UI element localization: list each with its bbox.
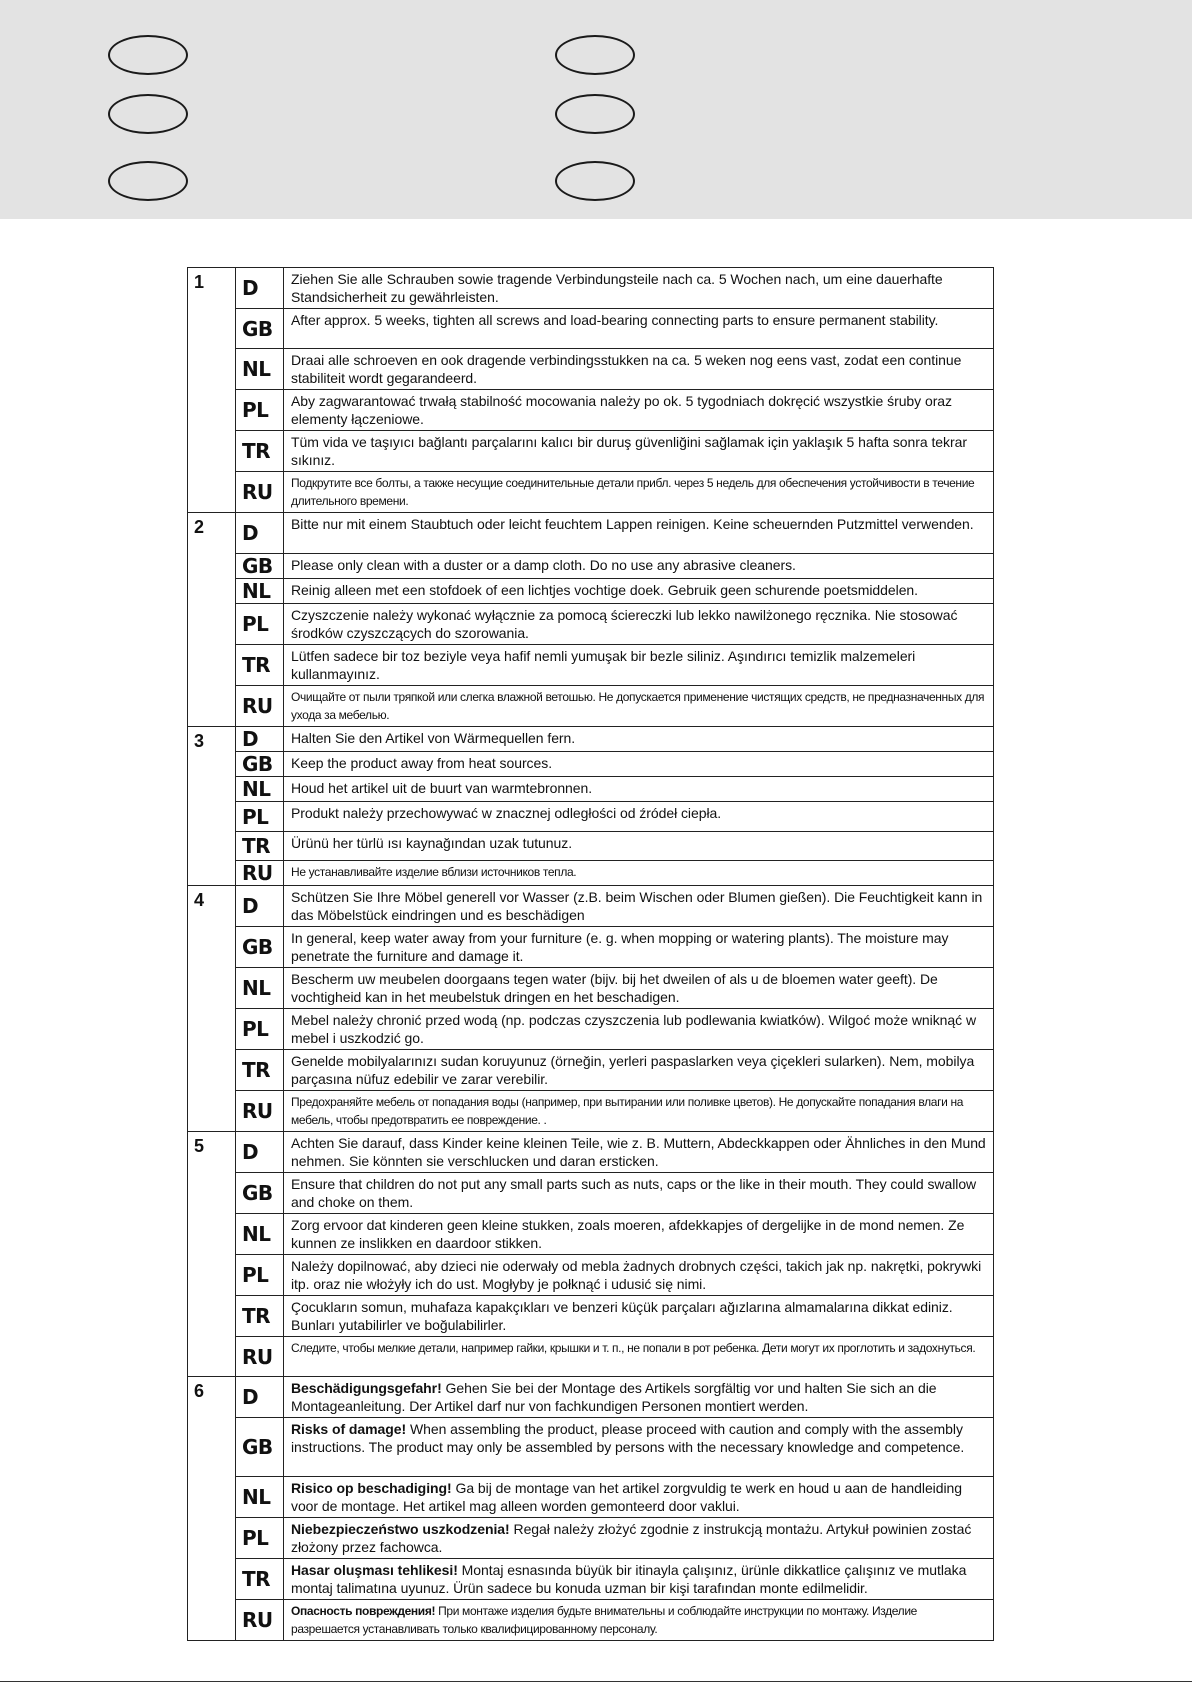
instruction-row: [188, 1477, 994, 1518]
instruction-body: Ga bij de montage van het artikel zorgvuldig te werk en houd u aan de handleiding voor de montage. Het artikel mag alleen worden gemonteerd door vaklui.: [291, 1480, 963, 1514]
instruction-text: [284, 802, 994, 832]
instruction-body: Çocukların somun, muhafaza kapakçıkları ve benzeri küçük parçaları ağızlarına almamalarına dikkat ediniz. Bunları yutabilirler ve boğulabilirler.: [291, 1299, 953, 1333]
instruction-row: [188, 431, 994, 472]
instruction-body: Bescherm uw meubelen doorgaans tegen water (bijv. bij het dweilen of als u de bloemen water geeft). De vochtigheid kan in het meubelstuk dringen en het beschadigen.: [291, 971, 938, 1005]
language-code: TR: [236, 832, 284, 861]
instruction-row: [188, 832, 994, 861]
instruction-row: [188, 1255, 994, 1296]
instruction-body: Следите, чтобы мелкие детали, например гайки, крышки и т. п., не попали в рот ребенка. Дети могут их проглотить и задохнуться.: [291, 1341, 976, 1355]
instruction-body: Produkt należy przechowywać w znacznej odległości od źródeł ciepła.: [291, 805, 722, 821]
instruction-row: [188, 1377, 994, 1418]
language-code: RU: [236, 1091, 284, 1132]
language-code: RU: [236, 861, 284, 886]
instruction-row: [188, 1600, 994, 1641]
instruction-row: [188, 802, 994, 832]
instruction-body: Montaj esnasında büyük bir itinayla çalışınız, ürünle dikkatlice çalışınız ve mutlaka montaj talimatına uyunuz. Ürün sadece bu konuda uzman bir kişi tarafından monte edilmelidir.: [291, 1562, 967, 1596]
instruction-text: [284, 968, 994, 1009]
instruction-row: [188, 554, 994, 579]
language-code: TR: [236, 1296, 284, 1337]
instruction-body: Please only clean with a duster or a damp cloth. Do no use any abrasive cleaners.: [291, 557, 796, 573]
instruction-body: Очищайте от пыли тряпкой или слегка влажной ветошью. Не допускается применение чистящих средств, не предназначенных для ухода за мебелью.: [291, 690, 985, 722]
instruction-body: Предохраняйте мебель от попадания воды (например, при вытирании или поливке цветов). Не допускайте попадания влаги на мебель, чтобы предотвратить ее повреждение. .: [291, 1095, 964, 1127]
instruction-text: [284, 1009, 994, 1050]
language-code: D: [236, 886, 284, 927]
instruction-row: [188, 1091, 994, 1132]
language-code: PL: [236, 1009, 284, 1050]
instruction-text: [284, 1377, 994, 1418]
instruction-text: [284, 886, 994, 927]
instruction-body: Mebel należy chronić przed wodą (np. podczas czyszczenia lub podlewania kwiatków). Wilgoć może wniknąć w mebel i uszkodzić go.: [291, 1012, 977, 1046]
language-code: GB: [236, 927, 284, 968]
section-number: 4: [188, 886, 236, 1132]
instruction-text: [284, 1132, 994, 1173]
instruction-row: [188, 1214, 994, 1255]
instruction-body: Należy dopilnować, aby dzieci nie oderwały od mebla żadnych drobnych części, takich jak np. nakrętki, pokrywki itp. oraz nie włożyły ich do ust. Mogłyby je połknąć i udusić się nimi.: [291, 1258, 982, 1292]
language-code: RU: [236, 472, 284, 513]
warning-label: Risks of damage!: [291, 1421, 407, 1437]
language-code: PL: [236, 802, 284, 832]
language-code: D: [236, 1132, 284, 1173]
instruction-row: [188, 390, 994, 431]
warning-label: Beschädigungsgefahr!: [291, 1380, 442, 1396]
instruction-text: [284, 431, 994, 472]
instruction-text: [284, 1296, 994, 1337]
language-code: NL: [236, 968, 284, 1009]
instruction-row: [188, 1418, 994, 1477]
instruction-body: Regał należy złożyć zgodnie z instrukcją montażu. Artykuł powinien zostać złożony przez fachowca.: [291, 1521, 972, 1555]
instruction-row: [188, 579, 994, 604]
instruction-text: [284, 1173, 994, 1214]
instruction-row: [188, 309, 994, 349]
instruction-row: [188, 777, 994, 802]
language-code: GB: [236, 752, 284, 777]
instruction-body: Czyszczenie należy wykonać wyłącznie za pomocą ściereczki lub lekko nawilżonego ręcznika. Nie stosować środków czyszczących do szorowania.: [291, 607, 958, 641]
instruction-text: [284, 1518, 994, 1559]
instruction-text: [284, 832, 994, 861]
warning-label: Risico op beschadiging!: [291, 1480, 452, 1496]
instruction-body: Ziehen Sie alle Schrauben sowie tragende Verbindungsteile nach ca. 5 Wochen nach, um eine dauerhafte Standsicherheit zu gewährleisten.: [291, 271, 943, 305]
instruction-row: [188, 1050, 994, 1091]
instruction-text: [284, 1477, 994, 1518]
instruction-text: [284, 390, 994, 431]
instruction-text: [284, 268, 994, 309]
language-oval: [555, 35, 635, 75]
instruction-body: Ürünü her türlü ısı kaynağından uzak tutunuz.: [291, 835, 573, 851]
instruction-body: Schützen Sie Ihre Möbel generell vor Wasser (z.B. beim Wischen oder Blumen gießen). Die Feuchtigkeit kann in das Möbelstück eindringen und es beschädigen: [291, 889, 983, 923]
instruction-text: [284, 1559, 994, 1600]
instruction-body: Reinig alleen met een stofdoek of een lichtjes vochtige doek. Gebruik geen schurende poetsmiddelen.: [291, 582, 919, 598]
warning-label: Опасность повреждения!: [291, 1604, 436, 1618]
language-code: TR: [236, 645, 284, 686]
language-oval: [108, 35, 188, 75]
language-code: NL: [236, 777, 284, 802]
language-code: D: [236, 1377, 284, 1418]
instruction-text: [284, 927, 994, 968]
instruction-row: [188, 1173, 994, 1214]
instruction-row: [188, 604, 994, 645]
instruction-body: Aby zagwarantować trwałą stabilność mocowania należy po ok. 5 tygodniach dokręcić wszystkie śruby oraz elementy łączeniowe.: [291, 393, 952, 427]
section-number: 3: [188, 727, 236, 886]
instruction-body: Zorg ervoor dat kinderen geen kleine stukken, zoals moeren, afdekkapjes of dergelijke in de mond nemen. Ze kunnen ze inslikken en daardoor stikken.: [291, 1217, 965, 1251]
language-code: PL: [236, 1255, 284, 1296]
instruction-text: [284, 1050, 994, 1091]
language-code: GB: [236, 554, 284, 579]
instruction-body: Genelde mobilyalarınızı sudan koruyunuz (örneğin, yerleri paspaslarken veya çiçekleri sularken). Nem, mobilya parçasına nüfuz edebilir ve zarar verebilir.: [291, 1053, 975, 1087]
instruction-text: [284, 686, 994, 727]
footer-rule: [0, 1681, 1192, 1682]
instruction-row: [188, 727, 994, 752]
instruction-text: [284, 645, 994, 686]
instruction-row: [188, 645, 994, 686]
language-code: GB: [236, 309, 284, 349]
instruction-row: [188, 472, 994, 513]
instruction-text: [284, 1337, 994, 1377]
instruction-body: Achten Sie darauf, dass Kinder keine kleinen Teile, wie z. B. Muttern, Abdeckkappen oder Ähnliches in den Mund nehmen. Sie könnten sie verschlucken und daran ersticken.: [291, 1135, 986, 1169]
instruction-body: Bitte nur mit einem Staubtuch oder leicht feuchtem Lappen reinigen. Keine scheuernden Putzmittel verwenden.: [291, 516, 974, 532]
warning-label: Hasar oluşması tehlikesi!: [291, 1562, 458, 1578]
instruction-text: [284, 1600, 994, 1641]
instruction-body: Draai alle schroeven en ook dragende verbindingsstukken na ca. 5 weken nog eens vast, zodat een continue stabiliteit wordt gegarandeerd.: [291, 352, 962, 386]
instruction-text: [284, 309, 994, 349]
instruction-row: [188, 513, 994, 554]
language-code: GB: [236, 1173, 284, 1214]
section-number: 1: [188, 268, 236, 513]
language-code: RU: [236, 686, 284, 727]
instruction-text: [284, 579, 994, 604]
language-code: NL: [236, 1477, 284, 1518]
instruction-text: [284, 861, 994, 886]
instruction-body: Tüm vida ve taşıyıcı bağlantı parçalarını kalıcı bir duruş güvenliğini sağlamak için yaklaşık 5 hafta sonra tekrar sıkınız.: [291, 434, 967, 468]
instruction-text: [284, 604, 994, 645]
instruction-text: [284, 349, 994, 390]
instruction-body: Подкрутите все болты, а также несущие соединительные детали прибл. через 5 недель для обеспечения устойчивости в течение длительного времени.: [291, 476, 975, 508]
instruction-body: Ensure that children do not put any small parts such as nuts, caps or the like in their mouth. They could swallow and choke on them.: [291, 1176, 977, 1210]
language-code: PL: [236, 604, 284, 645]
language-oval: [555, 94, 635, 134]
instruction-row: [188, 349, 994, 390]
instruction-row: [188, 861, 994, 886]
language-code: D: [236, 727, 284, 752]
instruction-body: Не устанавливайте изделие вблизи источников тепла.: [291, 865, 577, 879]
instruction-row: [188, 886, 994, 927]
section-number: 6: [188, 1377, 236, 1641]
instruction-body: In general, keep water away from your furniture (e. g. when mopping or watering plants). The moisture may penetrate the furniture and damage it.: [291, 930, 949, 964]
language-code: TR: [236, 431, 284, 472]
language-code: NL: [236, 349, 284, 390]
language-code: PL: [236, 390, 284, 431]
header-band: [0, 0, 1192, 219]
language-code: TR: [236, 1559, 284, 1600]
language-code: NL: [236, 579, 284, 604]
instruction-body: Gehen Sie bei der Montage des Artikels sorgfältig vor und halten Sie sich an die Montageanleitung. Der Artikel darf nur von fachkundigen Personen montiert werden.: [291, 1380, 937, 1414]
instruction-row: [188, 968, 994, 1009]
language-oval: [108, 161, 188, 201]
instruction-body: Keep the product away from heat sources.: [291, 755, 553, 771]
instruction-row: [188, 1132, 994, 1173]
instruction-body: Halten Sie den Artikel von Wärmequellen fern.: [291, 730, 576, 746]
instruction-body: При монтаже изделия будьте внимательны и соблюдайте инструкции по монтажу. Изделие разрешается устанавливать только квалифицированному персоналу.: [291, 1604, 918, 1636]
section-number: 2: [188, 513, 236, 727]
language-oval: [555, 161, 635, 201]
language-code: TR: [236, 1050, 284, 1091]
instruction-body: Lütfen sadece bir toz beziyle veya hafif nemli yumuşak bir bezle siliniz. Aşındırıcı temizlik malzemeleri kullanmayınız.: [291, 648, 916, 682]
instruction-text: [284, 513, 994, 554]
instruction-body: Houd het artikel uit de buurt van warmtebronnen.: [291, 780, 593, 796]
language-code: D: [236, 513, 284, 554]
instruction-text: [284, 777, 994, 802]
care-instructions-table: [187, 267, 994, 1641]
instruction-text: [284, 554, 994, 579]
language-code: D: [236, 268, 284, 309]
instruction-row: [188, 1296, 994, 1337]
language-code: RU: [236, 1337, 284, 1377]
language-code: RU: [236, 1600, 284, 1641]
language-oval: [108, 94, 188, 134]
instruction-row: [188, 1518, 994, 1559]
language-code: PL: [236, 1518, 284, 1559]
language-code: GB: [236, 1418, 284, 1477]
instruction-text: [284, 752, 994, 777]
instruction-row: [188, 686, 994, 727]
instruction-text: [284, 1214, 994, 1255]
instruction-text: [284, 1091, 994, 1132]
section-number: 5: [188, 1132, 236, 1377]
instruction-row: [188, 268, 994, 309]
instruction-text: [284, 1255, 994, 1296]
warning-label: Niebezpieczeństwo uszkodzenia!: [291, 1521, 510, 1537]
instruction-text: [284, 1418, 994, 1477]
instruction-row: [188, 1009, 994, 1050]
instruction-body: When assembling the product, please proceed with caution and comply with the assembly instructions. The product may only be assembled by persons with the necessary knowledge and competence.: [291, 1421, 965, 1455]
instruction-text: [284, 727, 994, 752]
instruction-row: [188, 1337, 994, 1377]
instruction-row: [188, 752, 994, 777]
instruction-row: [188, 927, 994, 968]
language-code: NL: [236, 1214, 284, 1255]
instruction-text: [284, 472, 994, 513]
instruction-row: [188, 1559, 994, 1600]
instruction-body: After approx. 5 weeks, tighten all screws and load-bearing connecting parts to ensure permanent stability.: [291, 312, 939, 328]
